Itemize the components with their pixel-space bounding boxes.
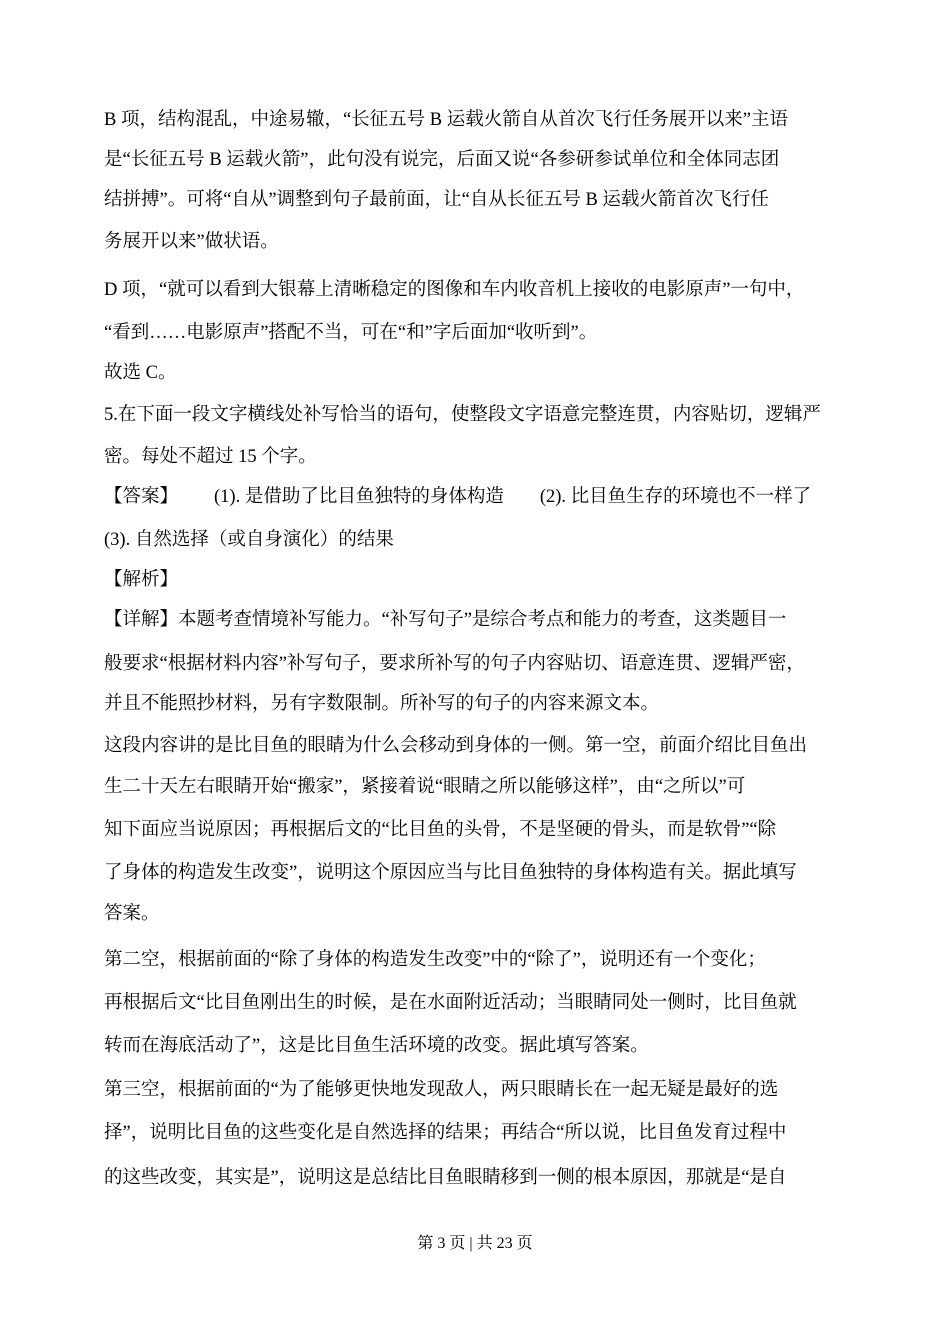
text-line: 务展开以来”做状语。	[104, 232, 279, 252]
text-line: 第三空，根据前面的“为了能够更快地发现敌人，两只眼睛长在一起无疑是最好的选	[104, 1080, 779, 1100]
text-line: D 项，“就可以看到大银幕上清晰稳定的图像和车内收音机上接收的电影原声”一句中，	[104, 280, 805, 300]
text-line: 了身体的构造发生改变”，说明这个原因应当与比目鱼独特的身体构造有关。据此填写	[104, 863, 797, 883]
text-line: 【详解】本题考查情境补写能力。“补写句子”是综合考点和能力的考查，这类题目一	[104, 610, 787, 630]
text-line: 答案。	[104, 904, 160, 924]
answer-line	[104, 486, 811, 508]
text-line: 生二十天左右眼睛开始“搬家”，紧接着说“眼睛之所以能够这样”，由“之所以”可	[104, 777, 746, 797]
text-line: 第二空，根据前面的“除了身体的构造发生改变”中的“除了”，说明还有一个变化；	[104, 950, 766, 970]
text-line: 择”，说明比目鱼的这些变化是自然选择的结果；再结合“所以说，比目鱼发育过程中	[104, 1123, 787, 1143]
text-line: B 项，结构混乱，中途易辙，“长征五号 B 运载火箭自从首次飞行任务展开以来”主语	[104, 110, 788, 130]
text-line: “看到……电影原声”搭配不当，可在“和”字后面加“收听到”。	[104, 323, 598, 343]
text-line: 故选 C。	[104, 363, 177, 383]
text-line: 般要求“根据材料内容”补写句子，要求所补写的句子内容贴切、语意连贯、逻辑严密，	[104, 654, 805, 674]
answer-1: (1). 是借助了比目鱼独特的身体构造	[214, 487, 504, 507]
question-line: 密。每处不超过 15 个字。	[104, 447, 317, 467]
page-footer: 第 3 页 | 共 23 页	[417, 1235, 533, 1252]
analysis-heading: 【解析】	[104, 570, 179, 590]
text-line: 转而在海底活动了”，这是比目鱼生活环境的改变。据此填写答案。	[104, 1036, 649, 1056]
answer-label: 【答案】	[104, 487, 179, 507]
text-line: 知下面应当说原因；再根据后文的“比目鱼的头骨，不是坚硬的骨头，而是软骨”“除	[104, 820, 777, 840]
text-line: 是“长征五号 B 运载火箭”，此句没有说完，后面又说“各参研参试单位和全体同志团	[104, 150, 780, 170]
text-line: 并且不能照抄材料，另有字数限制。所补写的句子的内容来源文本。	[104, 694, 660, 714]
question-line: 5.在下面一段文字横线处补写恰当的语句，使整段文字语意完整连贯，内容贴切，逻辑严	[104, 405, 821, 425]
text-line: 这段内容讲的是比目鱼的眼睛为什么会移动到身体的一侧。第一空，前面介绍比目鱼出	[104, 736, 808, 756]
text-line: 结拼搏”。可将“自从”调整到句子最前面，让“自从长征五号 B 运载火箭首次飞行任	[104, 190, 769, 210]
text-line: 的这些改变，其实是”，说明这是总结比目鱼眼睛移到一侧的根本原因，那就是“是自	[104, 1168, 787, 1188]
answer-3: (3). 自然选择（或自身演化）的结果	[104, 530, 394, 550]
text-line: 再根据后文“比目鱼刚出生的时候，是在水面附近活动；当眼睛同处一侧时，比目鱼就	[104, 993, 797, 1013]
answer-2: (2). 比目鱼生存的环境也不一样了	[539, 487, 812, 507]
